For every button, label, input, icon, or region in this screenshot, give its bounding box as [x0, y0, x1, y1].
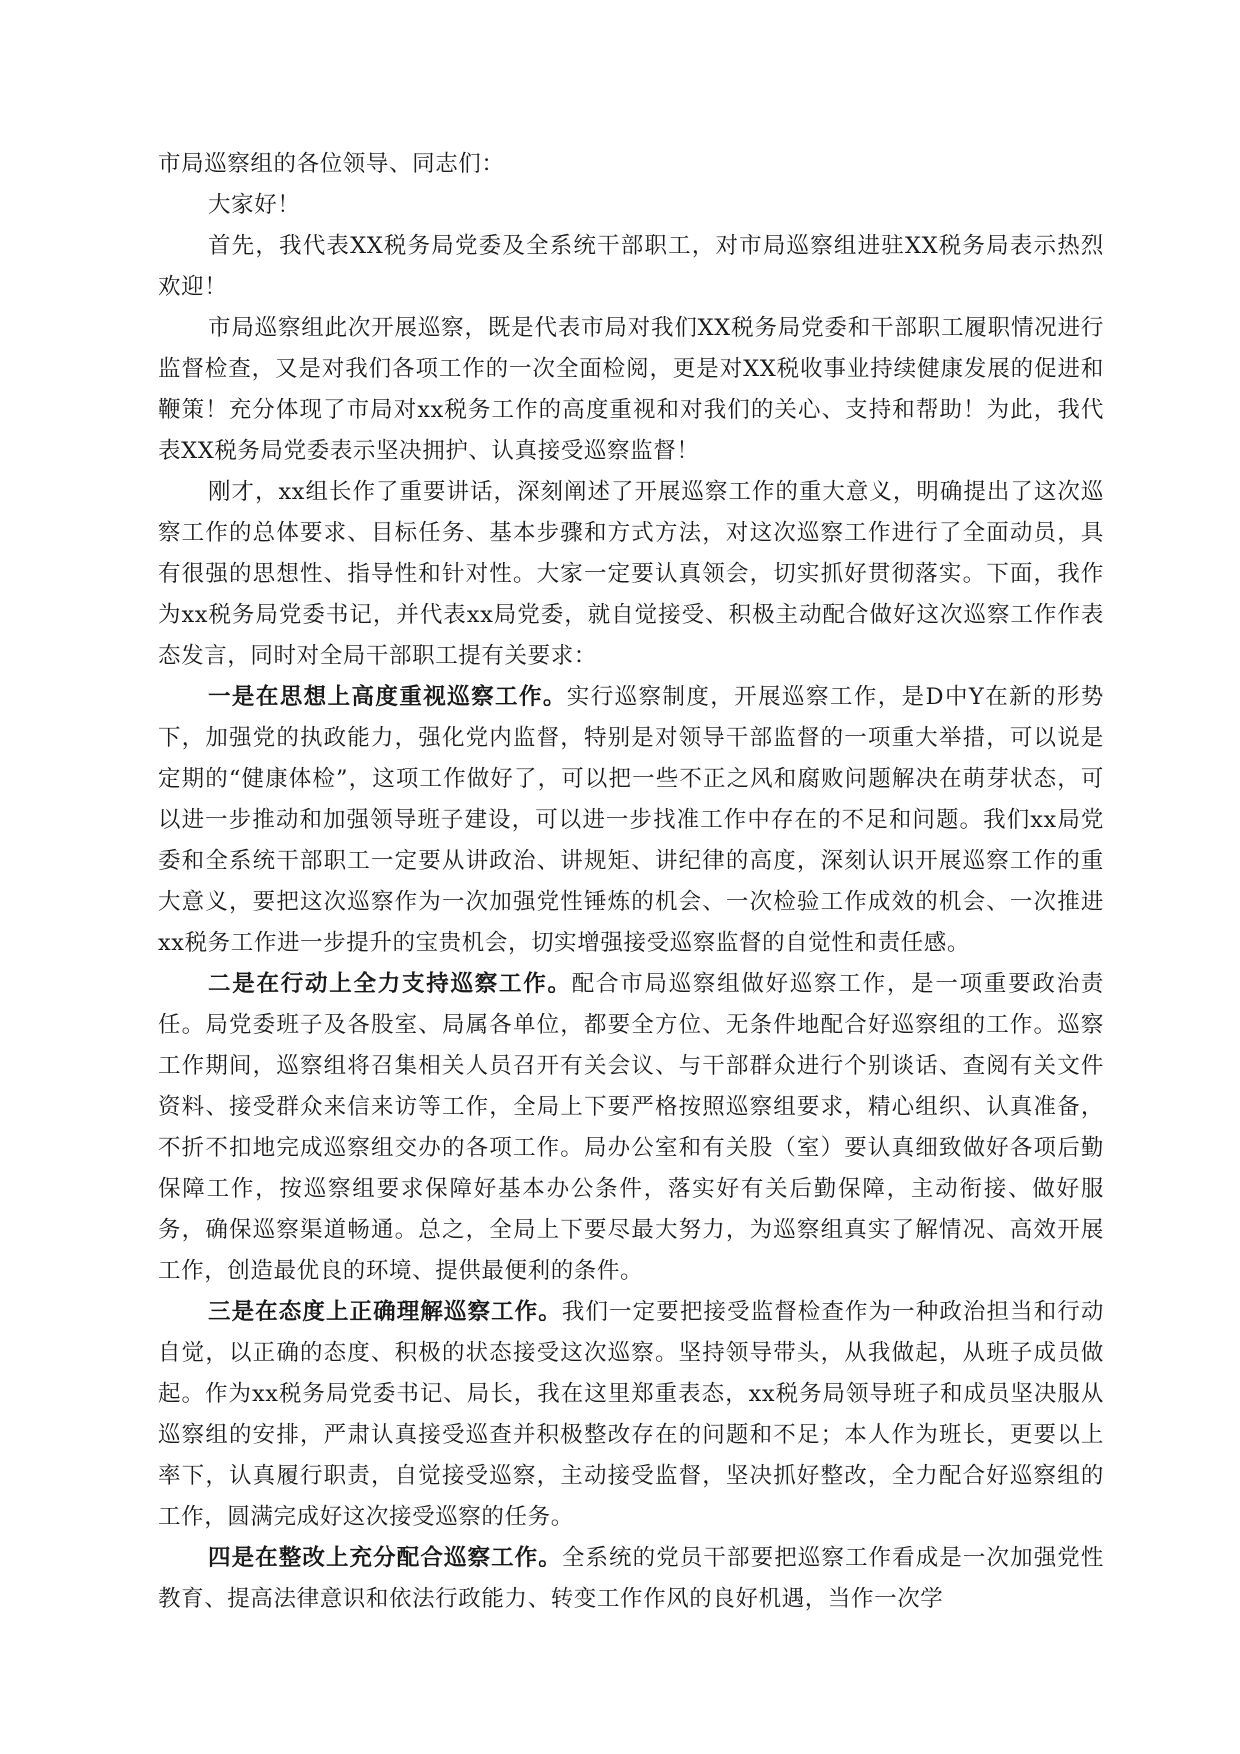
paragraph-significance: 市局巡察组此次开展巡察，既是代表市局对我们XX税务局党委和干部职工履职情况进行监督检查，又是对我们各项工作的一次全面检阅，更是对XX税收事业持续健康发展的促进和鞭策！充分体现了市局对xx税务工作的高度重视和对我们的关心、支持和帮助！为此，我代表XX税务局党委表示坚决拥护、认真接受巡察监督！ [158, 315, 1104, 464]
point-lead-3: 三是在态度上正确理解巡察工作。 [208, 1299, 562, 1325]
salutation: 市局巡察组的各位领导、同志们： [158, 151, 505, 177]
paragraph-welcome: 首先，我代表XX税务局党委及全系统干部职工，对市局巡察组进驻XX税务局表示热烈欢迎！ [158, 233, 1104, 300]
point-body-3: 我们一定要把接受监督检查作为一种政治担当和行动自觉，以正确的态度、积极的状态接受这次巡察。坚持领导带头，从我做起，从班子成员做起。作为xx税务局党委书记、局长，我在这里郑重表态，xx税务局领导班子和成员坚决服从巡察组的安排，严肃认真接受巡查并积极整改存在的问题和不足；本人作为班长，更要以上率下，认真履行职责，自觉接受巡察，主动接受监督，坚决抓好整改，全力配合好巡察组的工作，圆满完成好这次接受巡察的任务。 [158, 1299, 1104, 1530]
document-page [158, 144, 1104, 1620]
point-paragraph-4 [158, 1538, 1104, 1620]
point-paragraph-2 [158, 964, 1104, 1292]
greeting: 大家好！ [208, 192, 301, 218]
point-body-4: 全系统的党员干部要把巡察工作看成是一次加强党性教育、提高法律意识和依法行政能力、转变工作作风的良好机遇，当作一次学 [158, 1545, 1104, 1612]
point-lead-1: 一是在思想上高度重视巡察工作。 [208, 684, 567, 710]
point-paragraph-1 [158, 677, 1104, 964]
point-paragraph-3 [158, 1292, 1104, 1538]
point-lead-2: 二是在行动上全力支持巡察工作。 [208, 971, 572, 997]
point-body-2: 配合市局巡察组做好巡察工作，是一项重要政治责任。局党委班子及各股室、局属各单位，都要全方位、无条件地配合好巡察组的工作。巡察工作期间，巡察组将召集相关人员召开有关会议、与干部群众进行个别谈话、查阅有关文件资料、接受群众来信来访等工作，全局上下要严格按照巡察组要求，精心组织、认真准备，不折不扣地完成巡察组交办的各项工作。局办公室和有关股（室）要认真细致做好各项后勤保障工作，按巡察组要求保障好基本办公条件，落实好有关后勤保障，主动衔接、做好服务，确保巡察渠道畅通。总之，全局上下要尽最大努力，为巡察组真实了解情况、高效开展工作，创造最优良的环境、提供最便利的条件。 [158, 971, 1104, 1284]
point-lead-4: 四是在整改上充分配合巡察工作。 [208, 1545, 562, 1571]
point-body-1: 实行巡察制度，开展巡察工作，是D中Y在新的形势下，加强党的执政能力，强化党内监督，特别是对领导干部监督的一项重大举措，可以说是定期的“健康体检”，这项工作做好了，可以把一些不正之风和腐败问题解决在萌芽状态，可以进一步推动和加强领导班子建设，可以进一步找准工作中存在的不足和问题。我们xx局党委和全系统干部职工一定要从讲政治、讲规矩、讲纪律的高度，深刻认识开展巡察工作的重大意义，要把这次巡察作为一次加强党性锤炼的机会、一次检验工作成效的机会、一次推进xx税务工作进一步提升的宝贵机会，切实增强接受巡察监督的自觉性和责任感。 [158, 684, 1104, 956]
paragraph-introduction: 刚才，xx组长作了重要讲话，深刻阐述了开展巡察工作的重大意义，明确提出了这次巡察工作的总体要求、目标任务、基本步骤和方式方法，对这次巡察工作进行了全面动员，具有很强的思想性、指导性和针对性。大家一定要认真领会，切实抓好贯彻落实。下面，我作为xx税务局党委书记，并代表xx局党委，就自觉接受、积极主动配合做好这次巡察工作作表态发言，同时对全局干部职工提有关要求： [158, 479, 1104, 669]
